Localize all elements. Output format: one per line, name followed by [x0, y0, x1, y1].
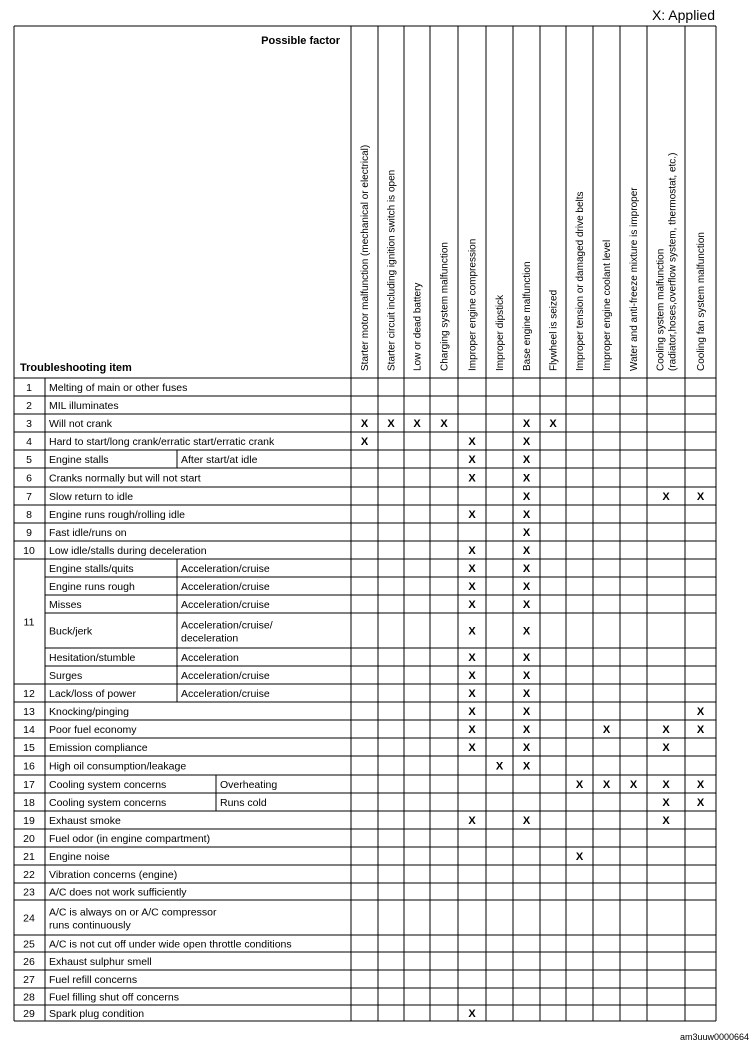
troubleshooting-item: A/C is always on or A/C compressor	[49, 906, 217, 919]
applied-mark: X	[522, 705, 531, 718]
factor-header: Improper engine coolant level	[602, 239, 613, 371]
condition-text: Runs cold	[220, 796, 267, 809]
applied-mark: X	[522, 723, 531, 736]
condition-text: Acceleration/cruise	[181, 687, 270, 700]
troubleshooting-item: Engine stalls	[49, 453, 109, 466]
troubleshooting-item: Misses	[49, 598, 82, 611]
applied-mark: X	[575, 850, 584, 863]
condition-text: Acceleration/cruise	[181, 598, 270, 611]
applied-mark: X	[468, 508, 476, 521]
applied-mark: X	[387, 417, 395, 430]
applied-mark: X	[522, 508, 531, 521]
troubleshooting-item: Engine runs rough	[49, 580, 135, 593]
row-number: 17	[23, 778, 35, 791]
applied-mark: X	[360, 435, 369, 448]
troubleshooting-item: Hard to start/long crank/erratic start/erratic crank	[49, 435, 275, 448]
condition-text: Acceleration/cruise/	[181, 619, 273, 632]
applied-mark: X	[468, 625, 476, 638]
condition-text: Acceleration/cruise	[181, 580, 270, 593]
applied-mark: X	[522, 741, 531, 754]
row-number: 27	[23, 973, 35, 986]
troubleshooting-item: Will not crank	[49, 417, 113, 430]
legend-text: X: Applied	[651, 7, 715, 23]
applied-mark: X	[468, 435, 476, 448]
applied-mark: X	[662, 814, 670, 827]
row-number: 4	[26, 435, 32, 448]
row-number: 29	[23, 1007, 35, 1020]
troubleshooting-item: Vibration concerns (engine)	[49, 868, 178, 881]
troubleshooting-item: Cranks normally but will not start	[49, 472, 201, 485]
troubleshooting-item: Knocking/pinging	[49, 705, 129, 718]
factor-header: (radiator,hoses,overflow system, thermostat, etc.)	[667, 152, 679, 371]
row-number: 10	[23, 544, 35, 557]
applied-mark: X	[522, 580, 531, 593]
applied-mark: X	[468, 669, 476, 682]
applied-mark: X	[468, 544, 476, 557]
troubleshooting-item: Fast idle/runs on	[49, 526, 127, 539]
applied-mark: X	[468, 562, 476, 575]
applied-mark: X	[575, 778, 584, 791]
applied-mark: X	[522, 687, 531, 700]
figure-code: am3uuw0000664	[679, 1032, 749, 1042]
factor-header: Starter motor malfunction (mechanical or electrical)	[360, 144, 371, 371]
applied-mark: X	[522, 472, 531, 485]
applied-mark: X	[629, 778, 638, 791]
applied-mark: X	[440, 417, 448, 430]
applied-mark: X	[662, 723, 670, 736]
applied-mark: X	[522, 417, 531, 430]
troubleshooting-item: Engine noise	[49, 850, 110, 863]
row-number: 15	[23, 741, 35, 754]
row-number: 11	[23, 616, 35, 629]
applied-mark: X	[413, 417, 421, 430]
row-number: 12	[23, 687, 35, 700]
troubleshooting-item: Poor fuel economy	[49, 723, 137, 736]
item-heading: Troubleshooting item	[20, 362, 132, 374]
troubleshooting-item: A/C is not cut off under wide open throttle conditions	[49, 938, 292, 951]
troubleshooting-item: Spark plug condition	[49, 1007, 145, 1020]
applied-mark: X	[495, 760, 504, 773]
applied-mark: X	[696, 705, 705, 718]
condition-text: deceleration	[181, 632, 239, 645]
applied-mark: X	[696, 490, 705, 503]
applied-mark: X	[522, 651, 531, 664]
applied-mark: X	[468, 598, 476, 611]
applied-mark: X	[522, 490, 531, 503]
applied-mark: X	[522, 453, 531, 466]
factor-header: Cooling fan system malfunction	[696, 232, 707, 371]
row-number: 21	[23, 850, 35, 863]
applied-mark: X	[360, 417, 369, 430]
troubleshooting-item: Surges	[49, 669, 83, 682]
troubleshooting-item: Engine runs rough/rolling idle	[49, 508, 186, 521]
troubleshooting-item: MIL illuminates	[49, 399, 119, 412]
troubleshooting-item: Exhaust sulphur smell	[49, 955, 152, 968]
troubleshooting-item: Slow return to idle	[49, 490, 134, 503]
condition-text: Acceleration/cruise	[181, 669, 270, 682]
condition-text: Acceleration	[181, 651, 239, 664]
applied-mark: X	[468, 580, 476, 593]
troubleshooting-item: Cooling system concerns	[49, 778, 167, 791]
troubleshooting-item: Fuel refill concerns	[49, 973, 138, 986]
applied-mark: X	[468, 1007, 476, 1020]
applied-mark: X	[468, 651, 476, 664]
factor-header: Improper dipstick	[495, 294, 506, 371]
applied-mark: X	[696, 796, 705, 809]
row-number: 5	[26, 453, 32, 466]
applied-mark: X	[522, 526, 531, 539]
applied-mark: X	[549, 417, 557, 430]
troubleshooting-item: Buck/jerk	[49, 625, 93, 638]
applied-mark: X	[468, 814, 476, 827]
row-number: 9	[26, 526, 32, 539]
applied-mark: X	[662, 778, 670, 791]
factor-header: Improper engine compression	[467, 238, 479, 371]
condition-text: Acceleration/cruise	[181, 562, 270, 575]
row-number: 2	[26, 399, 32, 412]
troubleshooting-item: Low idle/stalls during deceleration	[49, 544, 207, 557]
troubleshooting-item: Lack/loss of power	[49, 687, 136, 700]
factor-header: Cooling system malfunction	[655, 248, 667, 371]
troubleshooting-item: Cooling system concerns	[49, 796, 167, 809]
row-number: 13	[23, 705, 35, 718]
row-number: 19	[23, 814, 35, 827]
troubleshooting-item: Fuel filling shut off concerns	[49, 991, 179, 1004]
row-number: 8	[26, 508, 32, 521]
row-number: 26	[23, 955, 35, 968]
applied-mark: X	[662, 490, 670, 503]
row-number: 3	[26, 417, 32, 430]
condition-text: Overheating	[220, 778, 278, 791]
row-number: 24	[23, 912, 35, 925]
troubleshooting-item: High oil consumption/leakage	[49, 760, 187, 773]
troubleshooting-item: runs continuously	[49, 919, 131, 932]
troubleshooting-item: Exhaust smoke	[49, 814, 121, 827]
applied-mark: X	[522, 435, 531, 448]
applied-mark: X	[468, 687, 476, 700]
troubleshooting-item: Engine stalls/quits	[49, 562, 134, 575]
applied-mark: X	[696, 778, 705, 791]
factor-header: Low or dead battery	[412, 282, 424, 371]
applied-mark: X	[468, 741, 476, 754]
applied-mark: X	[522, 625, 531, 638]
applied-mark: X	[468, 705, 476, 718]
troubleshooting-item: A/C does not work sufficiently	[49, 886, 187, 899]
applied-mark: X	[602, 778, 611, 791]
row-number: 28	[23, 991, 35, 1004]
factor-header: Starter circuit including ignition switch is open	[386, 169, 398, 371]
applied-mark: X	[662, 741, 670, 754]
applied-mark: X	[522, 562, 531, 575]
factor-heading: Possible factor	[261, 35, 340, 47]
factor-header: Water and anti-freeze mixture is improper	[629, 187, 640, 371]
factor-header: Charging system malfunction	[439, 242, 451, 371]
row-number: 14	[23, 723, 35, 736]
row-number: 18	[23, 796, 35, 809]
applied-mark: X	[468, 453, 476, 466]
row-number: 6	[26, 472, 32, 485]
troubleshooting-item: Hesitation/stumble	[49, 651, 136, 664]
row-number: 23	[23, 886, 35, 899]
applied-mark: X	[468, 723, 476, 736]
applied-mark: X	[602, 723, 611, 736]
applied-mark: X	[522, 598, 531, 611]
condition-text: After start/at idle	[181, 453, 258, 466]
applied-mark: X	[522, 814, 531, 827]
row-number: 7	[26, 490, 32, 503]
row-number: 25	[23, 938, 35, 951]
row-number: 1	[26, 381, 32, 394]
factor-header: Improper tension or damaged drive belts	[575, 191, 586, 371]
troubleshooting-item: Emission compliance	[49, 741, 148, 754]
applied-mark: X	[522, 669, 531, 682]
row-number: 16	[23, 760, 35, 773]
applied-mark: X	[696, 723, 705, 736]
applied-mark: X	[522, 760, 531, 773]
row-number: 20	[23, 832, 35, 845]
applied-mark: X	[468, 472, 476, 485]
applied-mark: X	[522, 544, 531, 557]
troubleshooting-item: Melting of main or other fuses	[49, 381, 188, 394]
row-number: 22	[23, 868, 35, 881]
troubleshooting-item: Fuel odor (in engine compartment)	[49, 832, 211, 845]
applied-mark: X	[662, 796, 670, 809]
factor-header: Flywheel is seized	[548, 289, 560, 371]
factor-header: Base engine malfunction	[522, 261, 533, 371]
